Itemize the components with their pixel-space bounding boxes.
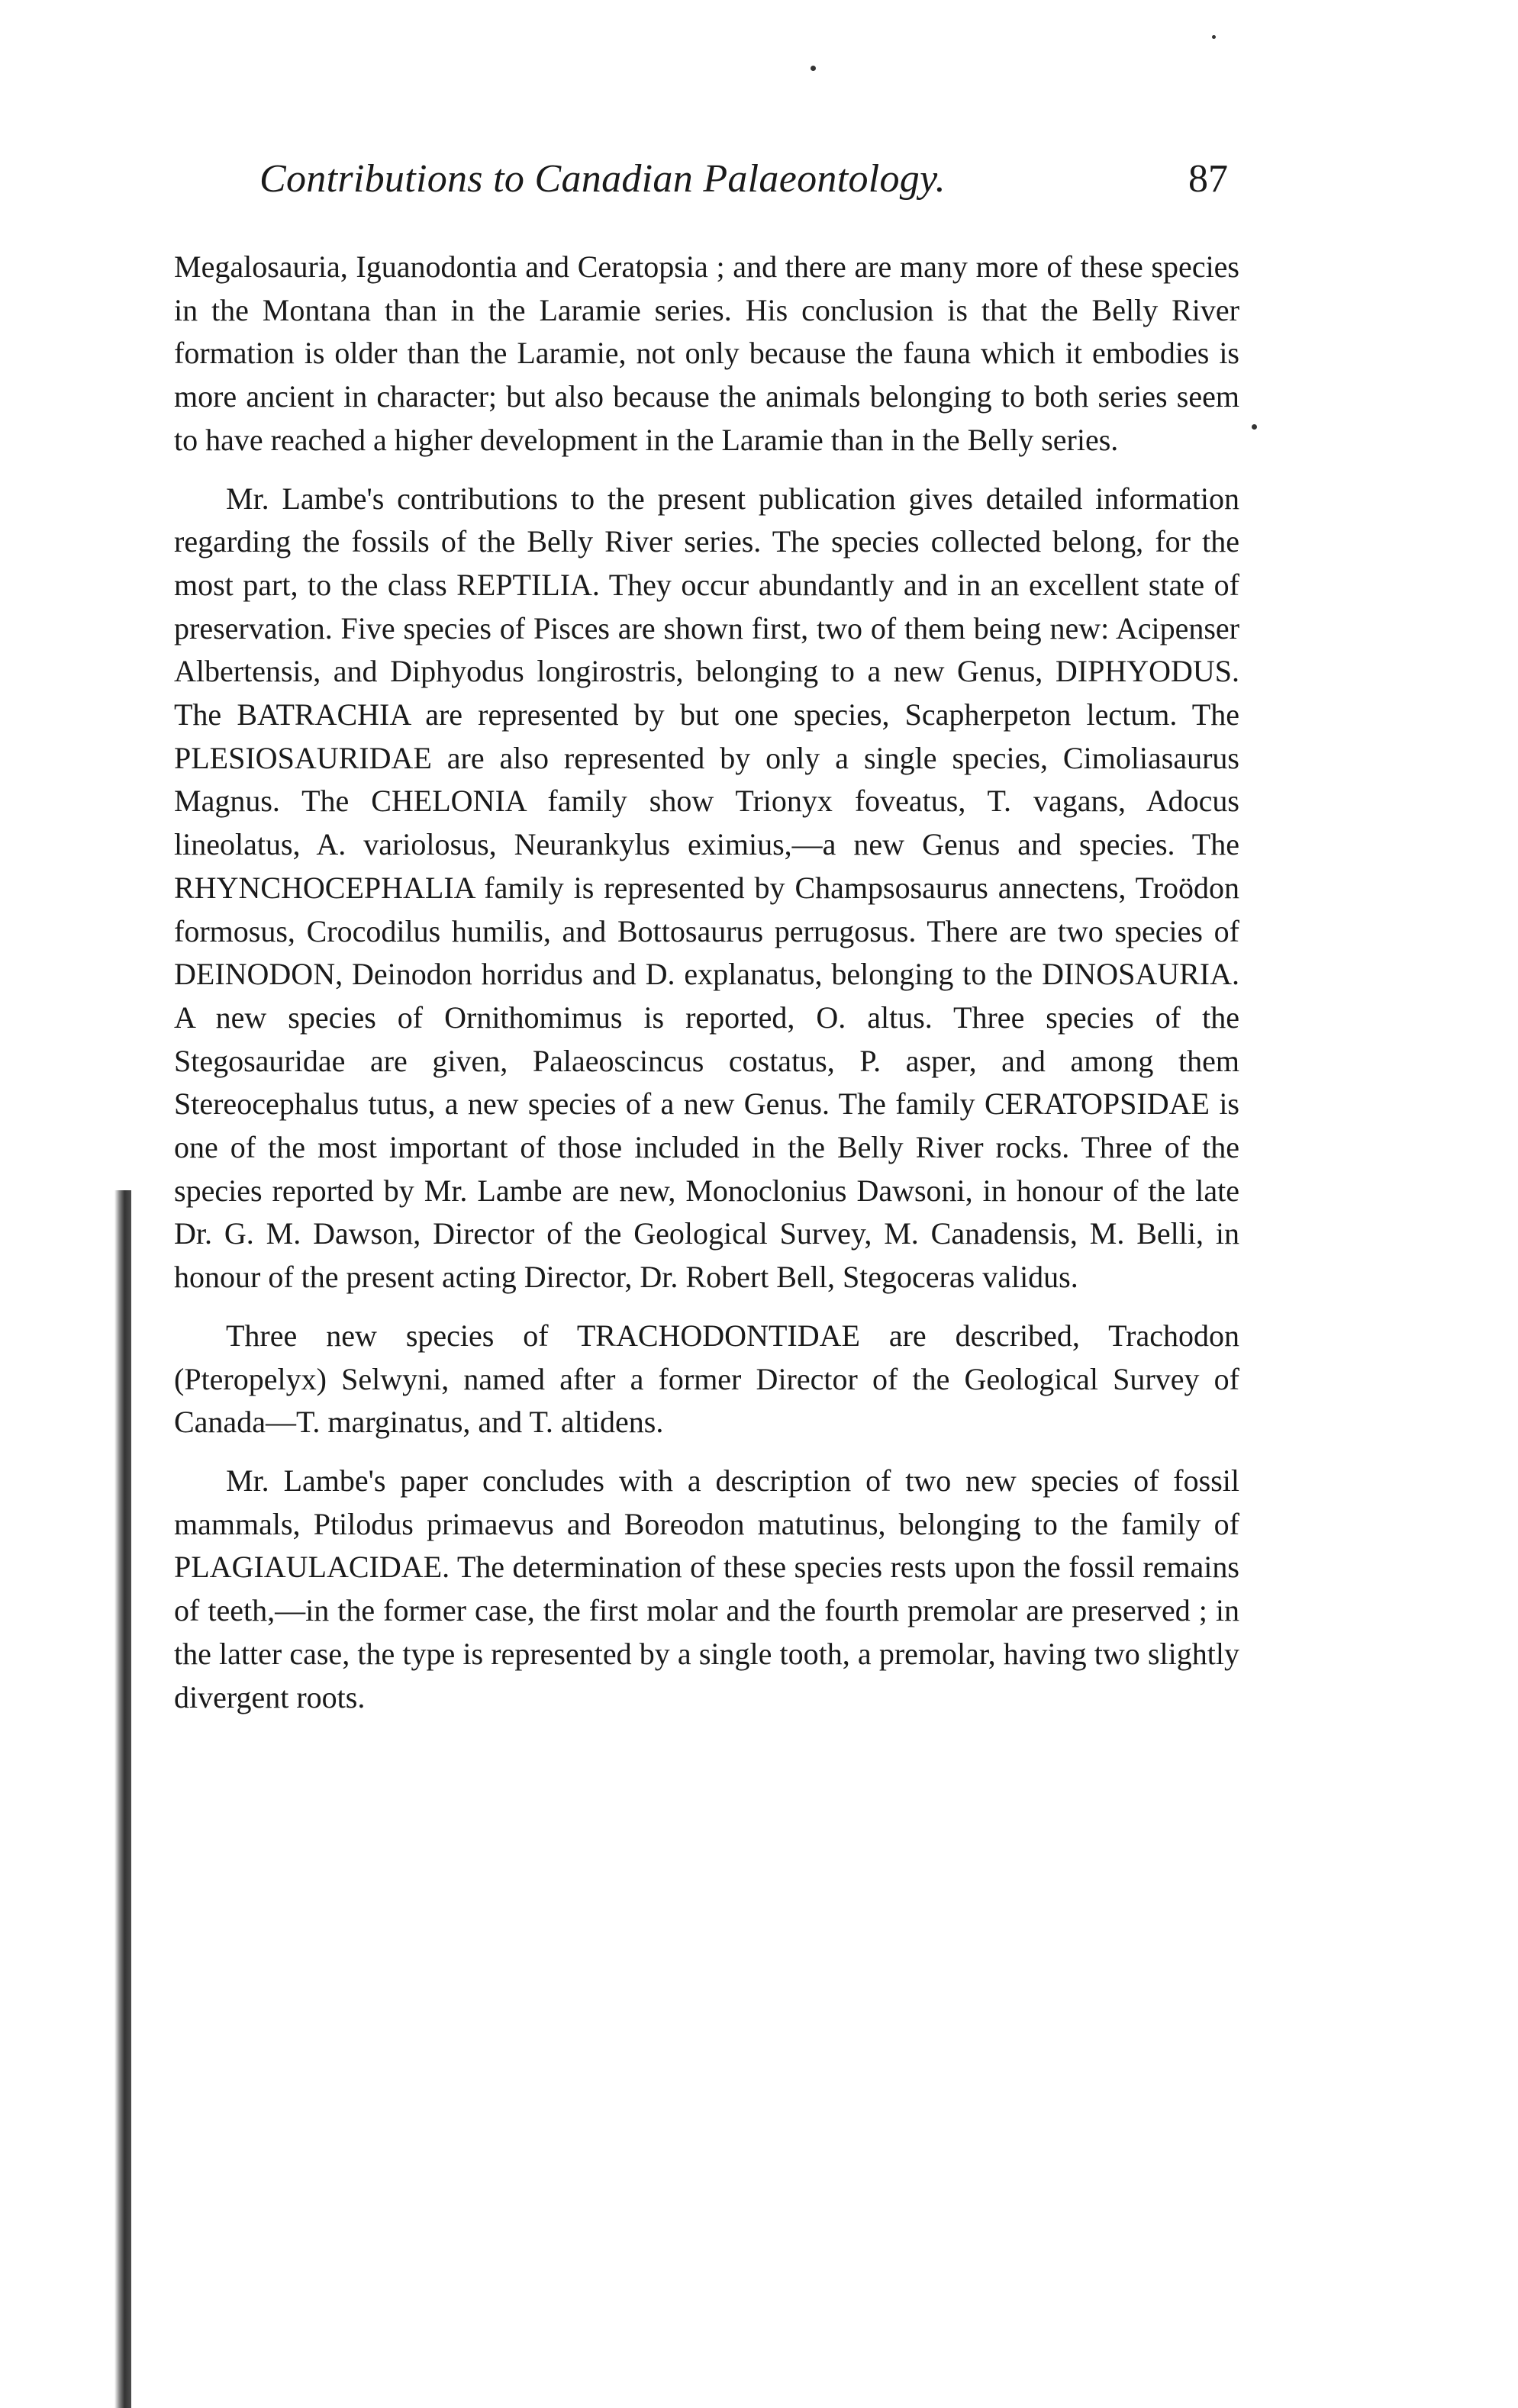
page-header [259, 156, 1228, 210]
scan-speck [1212, 35, 1216, 39]
paragraph-4: Mr. Lambe's paper concludes with a description of two new species of fossil mammals, Ptilodus primaevus and Boreodon matutinus, belonging to the family of PLAGIAULACIDAE. The determination of these species rests upon the fossil remains of teeth,—in the former case, the first molar and the fourth premolar are preserved ; in the latter case, the type is represented by a single tooth, a premolar, having two slightly divergent roots. [174, 1463, 1239, 1714]
paragraph-3: Three new species of TRACHODONTIDAE are described, Trachodon (Pteropelyx) Selwyni, named after a former Director of the Geological Survey of Canada—T. marginatus, and T. altidens. [174, 1318, 1239, 1440]
scan-speck [811, 66, 816, 71]
paragraph-2: Mr. Lambe's contributions to the present publication gives detailed information regarding the fossils of the Belly River series. The species collected belong, for the most part, to the class REPTILIA. They occur abundantly and in an excellent state of preservation. Five species of Pisces are shown first, two of them being new: Acipenser Albertensis, and Diphyodus longirostris, belonging to a new Genus, DIPHYODUS. The BATRACHIA are represented by but one species, Scapherpeton lectum. The PLESIOSAURIDAE are also represented by only a single species, Cimoliasaurus Magnus. The CHELONIA family show Trionyx foveatus, T. vagans, Adocus lineolatus, A. variolosus, Neurankylus eximius,—a new Genus and species. The RHYNCHOCEPHALIA family is represented by Champsosaurus annectens, Troödon formosus, Crocodilus humilis, and Bottosaurus perrugosus. There are two species of DEINODON, Deinodon horridus and D. explanatus, belonging to the DINOSAURIA. A new species of Ornithomimus is reported, O. altus. Three species of the Stegosauridae are given, Palaeoscincus costatus, P. asper, and among them Stereocephalus tutus, a new species of a new Genus. The family CERATOPSIDAE is one of the most important of those included in the Belly River rocks. Three of the species reported by Mr. Lambe are new, Monoclonius Dawsoni, in honour of the late Dr. G. M. Dawson, Director of the Geological Survey, M. Canadensis, M. Belli, in honour of the present acting Director, Dr. Robert Bell, Stegoceras validus. [174, 481, 1239, 1295]
scan-binding-shadow [114, 1190, 131, 2408]
scan-speck [1252, 424, 1257, 430]
body-text [174, 246, 1239, 1734]
paragraph-1: Megalosauria, Iguanodontia and Ceratopsia ; and there are many more of these species in the Montana than in the Laramie series. His conclusion is that the Belly River formation is older than the Laramie, not only because the fauna which it embodies is more ancient in character; but also because the animals belonging to both series seem to have reached a higher development in the Laramie than in the Belly series. [174, 249, 1239, 457]
running-title: Contributions to Canadian Palaeontology. [259, 157, 946, 201]
page-number: 87 [1188, 157, 1228, 201]
